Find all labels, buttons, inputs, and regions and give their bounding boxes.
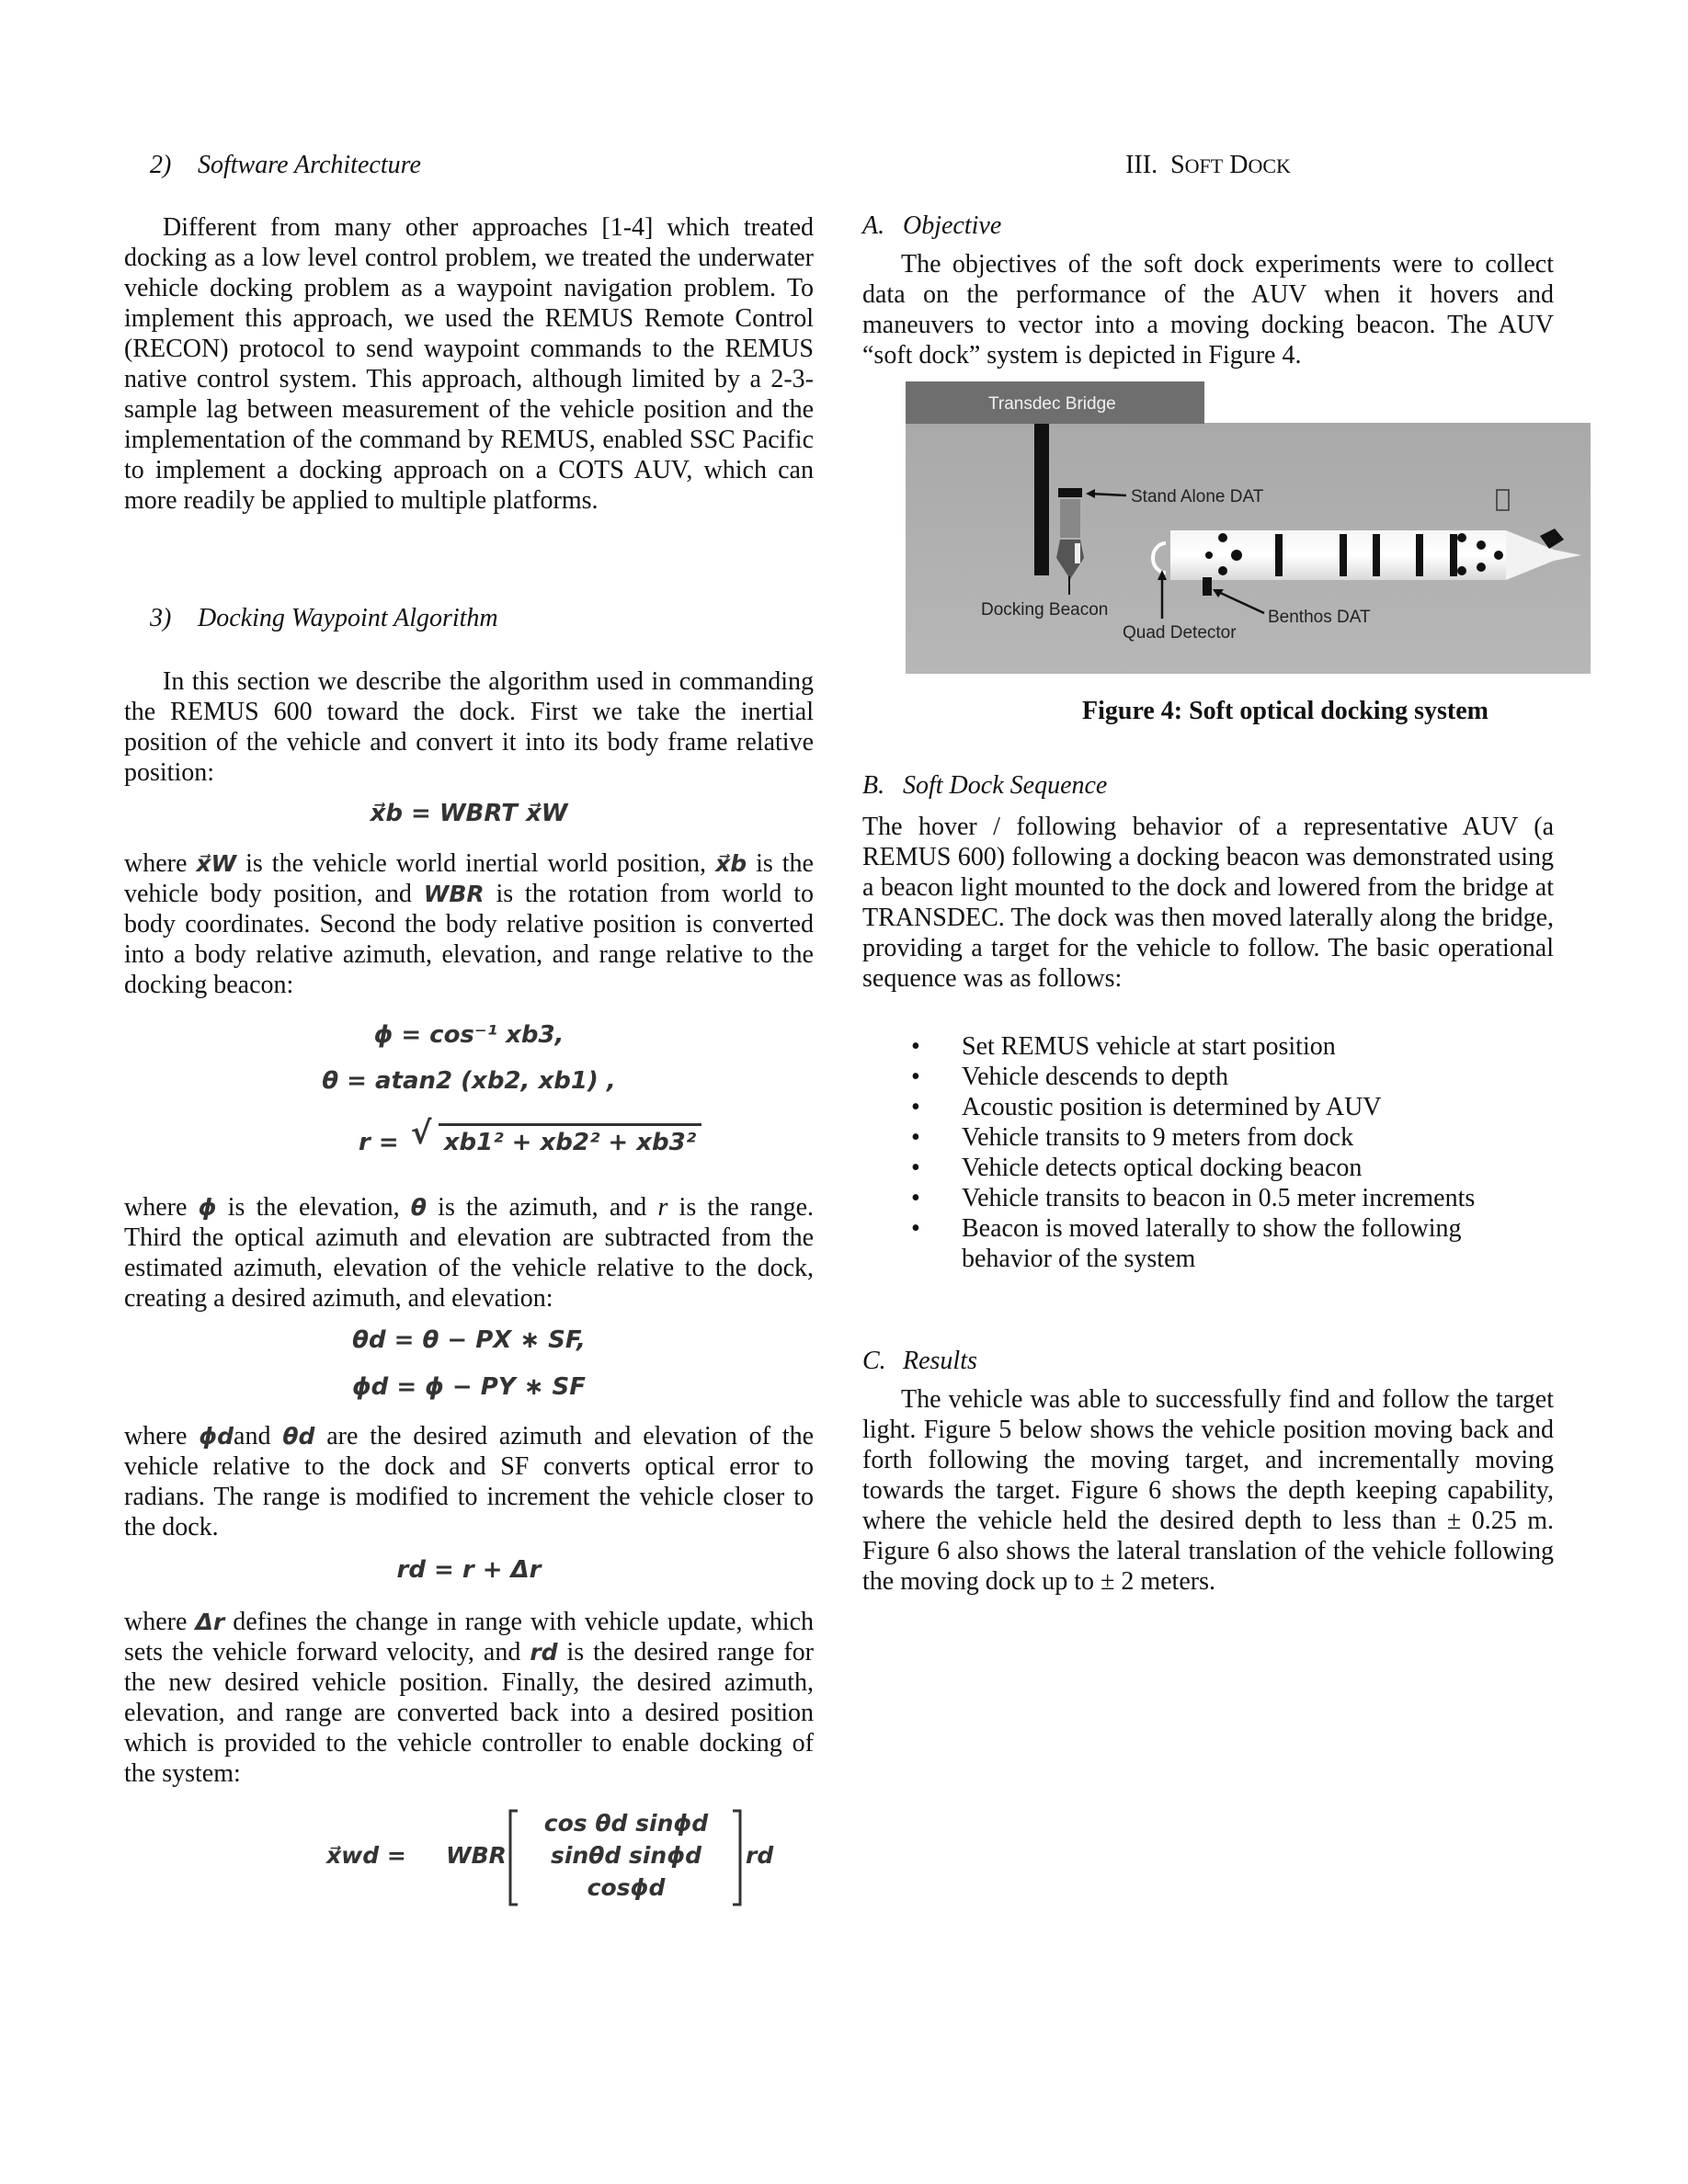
heading-number: 2) bbox=[150, 151, 172, 179]
symbol-rotation: WBR bbox=[423, 881, 485, 907]
text-run: where bbox=[124, 849, 197, 878]
figure-4-soft-dock-diagram bbox=[906, 381, 1591, 674]
symbol-xb: x⃗b bbox=[715, 850, 747, 877]
beacon-light bbox=[1075, 543, 1080, 563]
paragraph-azimuth-elevation bbox=[124, 1192, 814, 1314]
symbol-xw: x⃗W bbox=[196, 850, 237, 877]
matrix-rotation: WBR bbox=[446, 1842, 507, 1869]
range-lhs: r = bbox=[359, 1129, 399, 1156]
symbol-phi-d: ϕd bbox=[199, 1423, 234, 1450]
text-run: and bbox=[234, 1422, 283, 1450]
results-heading bbox=[862, 1346, 977, 1376]
matrix-row-3: cosϕd bbox=[587, 1874, 666, 1901]
symbol-r: r bbox=[657, 1193, 668, 1222]
text-run: is the range. Third the optical azimuth and elevation are subtracted from the estimated azimuth, elevation of the vehicle relative to the dock, creating a desired azimuth, and elevation: bbox=[124, 1193, 814, 1313]
text-run: is the vehicle world inertial world position, bbox=[236, 849, 716, 878]
radicand: xb1² + xb2² + xb3² bbox=[443, 1129, 697, 1156]
software-architecture-heading bbox=[150, 150, 421, 180]
equation-desired-elevation: ϕd = ϕ − PY ∗ SF bbox=[351, 1373, 587, 1401]
docking-beacon-label: Docking Beacon bbox=[981, 600, 1109, 620]
auv-marker bbox=[1477, 540, 1486, 550]
heading-title: Objective bbox=[903, 211, 1002, 240]
text-run: D bbox=[1229, 151, 1249, 179]
section-number: III. bbox=[1125, 151, 1158, 179]
stand-alone-dat-icon bbox=[1058, 488, 1082, 497]
auv-band bbox=[1275, 534, 1283, 576]
software-architecture-paragraph: Different from many other approaches [1-4] which treated docking as a low level control problem, we treated the underwater vehicle docking problem as a waypoint navigation problem. To implement this approach, we used the REMUS Remote Control (RECON) protocol to send waypoint commands to the REMUS native control system. This approach, although limited by a 2-3-sample lag between measurement of the vehicle position and the implementation of the command by REMUS, enabled SSC Pacific to implement a docking approach on a COTS AUV, which can more readily be applied to multiple platforms. bbox=[124, 213, 814, 515]
stand-alone-dat-label: Stand Alone DAT bbox=[1131, 487, 1264, 506]
heading-number: B. bbox=[862, 771, 885, 800]
heading-number: 3) bbox=[150, 604, 172, 632]
auv-marker bbox=[1494, 551, 1503, 560]
text-run: OCK bbox=[1248, 154, 1291, 177]
equation-range bbox=[359, 1115, 745, 1158]
list-item: • Vehicle descends to depth bbox=[862, 1062, 1554, 1092]
auv-marker bbox=[1205, 552, 1213, 559]
list-item: • Vehicle detects optical docking beacon bbox=[862, 1153, 1554, 1183]
list-item: • Vehicle transits to 9 meters from dock bbox=[862, 1122, 1554, 1153]
sequence-bullet-list bbox=[862, 1031, 1554, 1274]
symbol-r-d: rd bbox=[530, 1639, 558, 1666]
quad-detector-label: Quad Detector bbox=[1123, 623, 1237, 643]
beacon-housing bbox=[1060, 499, 1080, 538]
text-run: where bbox=[124, 1193, 199, 1222]
equation-body-frame: x⃗b = WBRT x⃗W bbox=[370, 800, 568, 827]
equation-desired-azimuth: θd = θ − PX ∗ SF, bbox=[352, 1326, 586, 1354]
matrix-row-1: cos θd sinϕd bbox=[543, 1810, 709, 1837]
results-paragraph: The vehicle was able to successfully find and follow the target light. Figure 5 below shows the vehicle position moving back and forth following the moving target, and incrementally moving towards the target. Figure 6 shows the depth keeping capability, where the vehicle held the desired depth to less than ± 0.25 m. Figure 6 also shows the lateral translation of the vehicle following the moving dock up to ± 2 meters. bbox=[862, 1385, 1554, 1596]
heading-title: Soft Dock Sequence bbox=[903, 771, 1108, 800]
radical bbox=[410, 1115, 701, 1158]
objective-heading bbox=[862, 210, 1001, 241]
matrix-body bbox=[521, 1807, 731, 1904]
algorithm-intro-paragraph: In this section we describe the algorithm used in commanding the REMUS 600 toward the dock. First we take the inertial position of the vehicle and convert it into its body frame relative position: bbox=[124, 667, 814, 787]
soft-dock-sequence-heading bbox=[862, 770, 1107, 801]
text-run: where bbox=[124, 1422, 200, 1450]
paragraph-desired-angles bbox=[124, 1421, 814, 1542]
text-run: is the rotation from world to body coordinates. Second the body relative position is converted into a body relative azimuth, elevation, and range relative to the docking beacon: bbox=[124, 880, 814, 999]
symbol-theta: θ bbox=[410, 1194, 427, 1221]
text-run: S bbox=[1170, 151, 1185, 179]
equation-azimuth: θ = atan2 (xb2, xb1) , bbox=[322, 1067, 616, 1095]
heading-number: A. bbox=[862, 211, 885, 240]
list-item: • Set REMUS vehicle at start position bbox=[862, 1031, 1554, 1062]
figure-4-caption: Figure 4: Soft optical docking system bbox=[1081, 697, 1489, 725]
list-item: • Acoustic position is determined by AUV bbox=[862, 1092, 1554, 1122]
text-run: is the elevation, bbox=[216, 1193, 411, 1222]
auv-band bbox=[1340, 534, 1347, 576]
paragraph-range-update bbox=[124, 1607, 814, 1789]
text-run: where bbox=[124, 1608, 196, 1636]
matrix-rhs: rd bbox=[746, 1842, 774, 1869]
dock-pole bbox=[1034, 424, 1049, 575]
heading-number: C. bbox=[862, 1347, 886, 1375]
text-run: defines the change in range with vehicle update, which sets the vehicle forward velocity, and bbox=[124, 1608, 814, 1666]
auv-band bbox=[1450, 534, 1457, 576]
section-heading-soft-dock bbox=[862, 150, 1554, 181]
sequence-paragraph: The hover / following behavior of a representative AUV (a REMUS 600) following a docking beacon was demonstrated using a beacon light mounted to the dock and lowered from the bridge at TRANSDEC. The dock was then moved laterally along the bridge, providing a target for the vehicle to follow. The basic operational sequence was as follows: bbox=[862, 813, 1554, 993]
auv-marker bbox=[1477, 563, 1486, 572]
text-run: is the azimuth, and bbox=[426, 1193, 658, 1222]
text-run: OFT bbox=[1184, 154, 1224, 177]
auv-marker bbox=[1231, 550, 1242, 561]
bridge-label: Transdec Bridge bbox=[988, 394, 1116, 414]
matrix-row-2: sinθd sinϕd bbox=[550, 1842, 702, 1869]
equation-desired-range: rd = r + Δr bbox=[396, 1556, 542, 1584]
auv-marker bbox=[1218, 533, 1227, 542]
matrix-lhs: x⃗wd = bbox=[326, 1842, 406, 1869]
paragraph-body-position bbox=[124, 848, 814, 1000]
sqrt-sign-icon: √ bbox=[410, 1115, 432, 1152]
equation-desired-position bbox=[326, 1807, 786, 1908]
heading-title: Results bbox=[903, 1347, 977, 1375]
auv-marker bbox=[1218, 566, 1227, 575]
symbol-theta-d: θd bbox=[282, 1423, 315, 1450]
text-run: are the desired azimuth and elevation of the vehicle relative to the dock and SF converts optical error to radians. The range is modified to increment the vehicle closer to the dock. bbox=[124, 1422, 815, 1541]
heading-title: Software Architecture bbox=[198, 151, 421, 179]
benthos-dat-icon bbox=[1203, 577, 1212, 596]
auv-band bbox=[1416, 534, 1423, 576]
equation-elevation: ϕ = cos⁻¹ xb3, bbox=[373, 1021, 565, 1049]
heading-title: Docking Waypoint Algorithm bbox=[198, 604, 498, 632]
docking-waypoint-heading bbox=[150, 603, 498, 633]
benthos-dat-label: Benthos DAT bbox=[1268, 608, 1371, 627]
auv-band bbox=[1373, 534, 1380, 576]
objective-paragraph: The objectives of the soft dock experiments were to collect data on the performance of the AUV when it hovers and maneuvers to vector into a moving docking beacon. The AUV “soft dock” system is depicted in Figure 4. bbox=[862, 250, 1554, 370]
list-item: • Vehicle transits to beacon in 0.5 meter increments bbox=[862, 1183, 1554, 1213]
auv-marker bbox=[1457, 566, 1466, 575]
text-run: is the desired range for the new desired vehicle position. Finally, the desired azimuth, elevation, and range are converted back into a desired position which is provided to the vehicle controller to enable docking of the system: bbox=[124, 1638, 814, 1788]
symbol-delta-r: Δr bbox=[195, 1609, 225, 1635]
symbol-phi: ϕ bbox=[198, 1194, 217, 1221]
list-item: • Beacon is moved laterally to show the following behavior of the system bbox=[862, 1213, 1554, 1274]
text-run: is the vehicle body position, and bbox=[124, 849, 814, 908]
auv-marker bbox=[1457, 533, 1466, 542]
